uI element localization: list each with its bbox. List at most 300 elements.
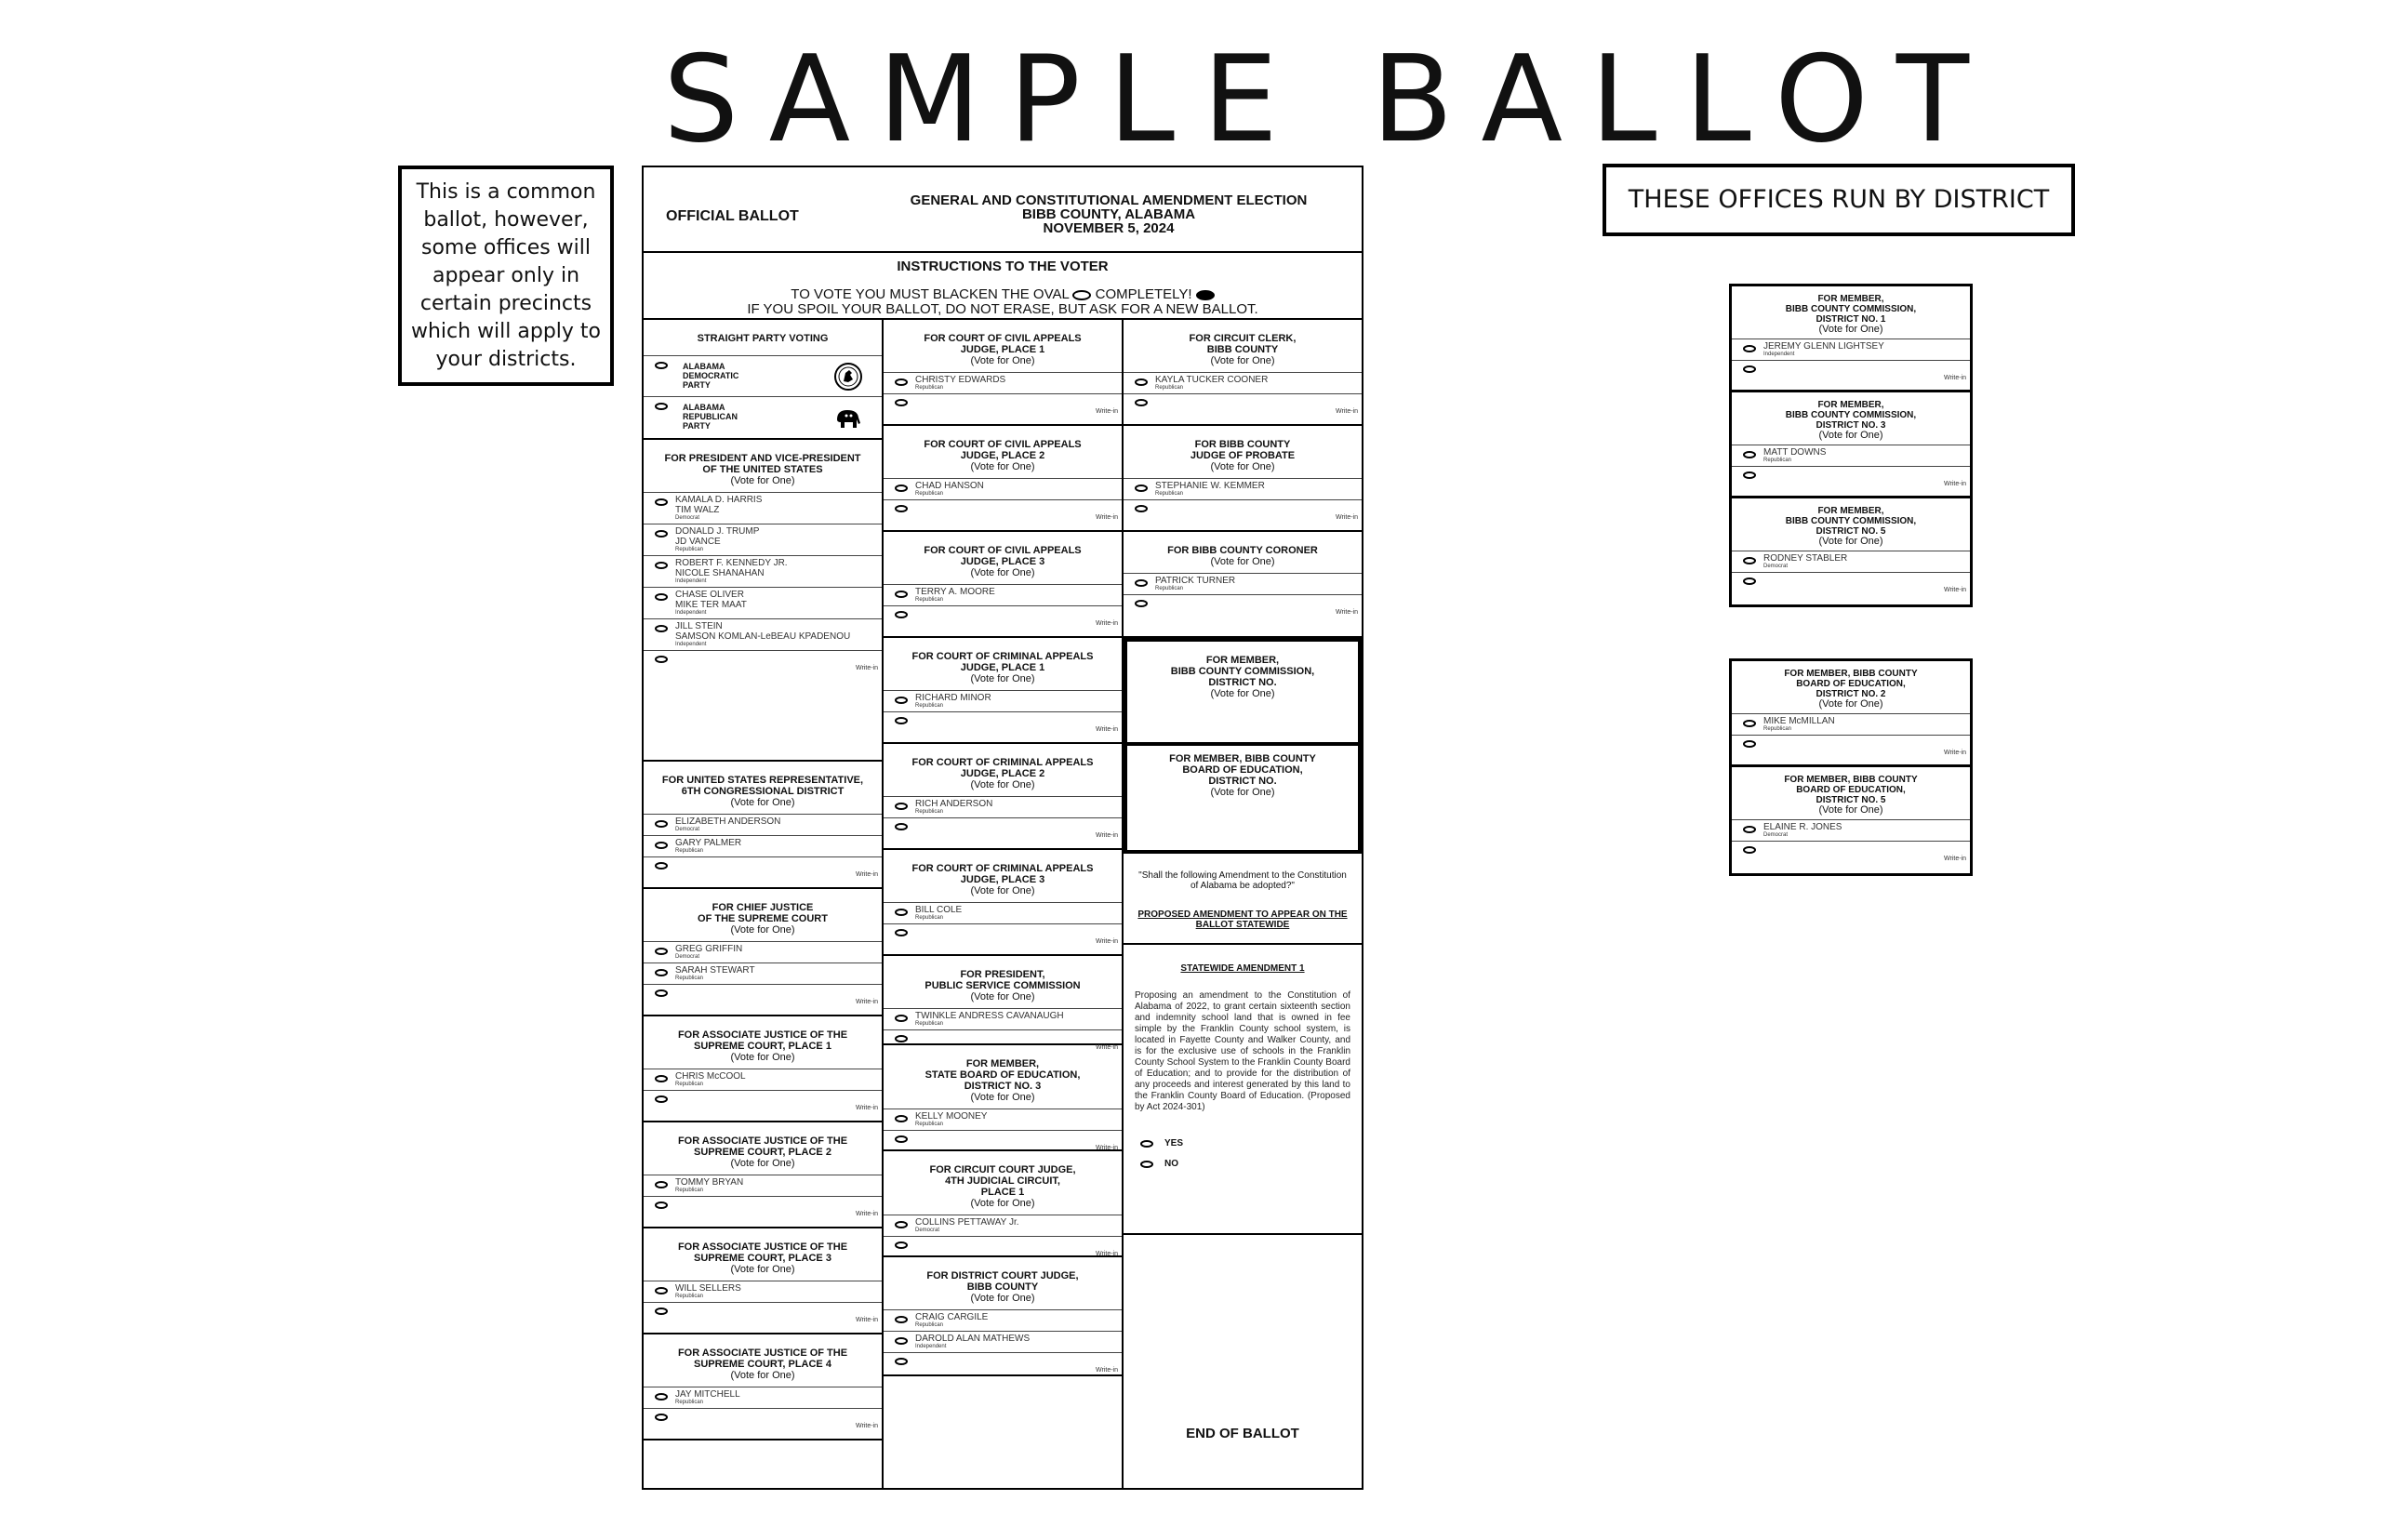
candidate-row[interactable] bbox=[644, 962, 882, 984]
candidate-party: Republican bbox=[1155, 385, 1184, 391]
write-in-row[interactable] bbox=[1732, 466, 1970, 488]
race-heading-line: FOR MEMBER, bbox=[1817, 506, 1884, 516]
party-name-line: ALABAMA bbox=[683, 403, 725, 412]
vote-oval[interactable] bbox=[895, 1015, 908, 1022]
vote-oval[interactable] bbox=[895, 929, 908, 936]
candidate-name: MIKE McMILLAN bbox=[1763, 716, 1835, 726]
page-title: SAMPLE BALLOT bbox=[662, 31, 1998, 169]
candidate-row[interactable] bbox=[1732, 551, 1970, 572]
candidate-name: MATT DOWNS bbox=[1763, 447, 1827, 458]
vote-oval[interactable] bbox=[655, 842, 668, 849]
candidate-party: Republican bbox=[1763, 458, 1792, 463]
candidate-row[interactable] bbox=[644, 835, 882, 856]
race-heading-line: FOR COURT OF CIVIL APPEALS bbox=[924, 333, 1082, 344]
party-democratic[interactable] bbox=[644, 356, 882, 397]
write-in-row[interactable] bbox=[644, 1302, 882, 1324]
candidate-name: TOMMY BRYAN bbox=[675, 1177, 744, 1188]
candidate-name: PATRICK TURNER bbox=[1155, 576, 1236, 586]
write-in-label: Write-in bbox=[1944, 587, 1966, 593]
vote-oval[interactable] bbox=[655, 593, 668, 601]
vote-oval[interactable] bbox=[895, 485, 908, 492]
write-in-label: Write-in bbox=[1096, 1044, 1118, 1051]
vote-oval[interactable] bbox=[895, 909, 908, 916]
write-in-row[interactable] bbox=[644, 650, 882, 672]
vote-oval[interactable] bbox=[655, 1181, 668, 1188]
write-in-row[interactable] bbox=[644, 1196, 882, 1218]
candidate-row[interactable] bbox=[1124, 478, 1362, 499]
vote-oval[interactable] bbox=[1135, 399, 1148, 406]
race-heading-line: FOR PRESIDENT AND VICE-PRESIDENT bbox=[664, 453, 861, 464]
amendment-yes-option[interactable] bbox=[1135, 1134, 1350, 1154]
vote-for-one-label: (Vote for One) bbox=[970, 1293, 1035, 1304]
race-heading-line: SUPREME COURT, PLACE 1 bbox=[694, 1041, 831, 1052]
vote-oval[interactable] bbox=[895, 611, 908, 618]
vote-oval[interactable] bbox=[1743, 740, 1756, 748]
race-heading-line: SUPREME COURT, PLACE 2 bbox=[694, 1147, 831, 1158]
candidate-row[interactable] bbox=[884, 796, 1122, 817]
write-in-row[interactable] bbox=[1732, 360, 1970, 382]
race-heading-line: FOR CIRCUIT COURT JUDGE, bbox=[929, 1164, 1076, 1175]
candidate-row[interactable] bbox=[1732, 445, 1970, 466]
race-heading-line: FOR PRESIDENT, bbox=[960, 969, 1045, 980]
write-in-label: Write-in bbox=[1336, 514, 1358, 521]
vote-for-one-label: (Vote for One) bbox=[970, 1092, 1035, 1103]
vote-for-one-label: (Vote for One) bbox=[730, 1264, 795, 1275]
candidate-row[interactable] bbox=[644, 492, 882, 524]
no-label: NO bbox=[1164, 1159, 1178, 1169]
race-heading-line: FOR MEMBER, bbox=[1817, 294, 1884, 304]
candidate-name: COLLINS PETTAWAY Jr. bbox=[915, 1217, 1019, 1228]
candidate-name: ELIZABETH ANDERSON bbox=[675, 816, 781, 827]
race-heading-line: FOR COURT OF CIVIL APPEALS bbox=[924, 545, 1082, 556]
race bbox=[1732, 767, 1970, 873]
vote-oval[interactable] bbox=[1743, 451, 1756, 458]
write-in-label: Write-in bbox=[856, 1105, 878, 1111]
vote-oval[interactable] bbox=[1743, 365, 1756, 373]
candidate-name: TERRY A. MOORE bbox=[915, 587, 995, 597]
vote-oval[interactable] bbox=[895, 1358, 908, 1365]
race-heading-line: FOR ASSOCIATE JUSTICE OF THE bbox=[677, 1241, 848, 1253]
vote-for-one-label: (Vote for One) bbox=[1818, 536, 1883, 547]
vote-oval[interactable] bbox=[1743, 345, 1756, 352]
race bbox=[644, 1228, 882, 1334]
race-heading bbox=[644, 762, 882, 814]
vote-oval[interactable] bbox=[895, 1035, 908, 1042]
voter-instructions bbox=[644, 253, 1362, 320]
candidate-party: Independent bbox=[915, 1344, 947, 1349]
write-in-label: Write-in bbox=[1336, 609, 1358, 616]
race-heading-line: OF THE SUPREME COURT bbox=[698, 913, 828, 924]
candidate-name: GREG GRIFFIN bbox=[675, 944, 743, 954]
write-in-label: Write-in bbox=[1944, 481, 1966, 487]
vote-oval[interactable] bbox=[655, 948, 668, 955]
race bbox=[884, 1045, 1122, 1151]
election-line-2: BIBB COUNTY, ALABAMA bbox=[1021, 206, 1196, 222]
vote-for-one-label: (Vote for One) bbox=[730, 924, 795, 936]
write-in-row[interactable] bbox=[884, 499, 1122, 522]
ballot-header bbox=[644, 167, 1362, 253]
write-in-label: Write-in bbox=[856, 1211, 878, 1217]
vote-oval[interactable] bbox=[1743, 578, 1756, 585]
race-heading-line: FOR MEMBER, bbox=[1817, 400, 1884, 410]
write-in-row[interactable] bbox=[1732, 735, 1970, 757]
vote-for-one-label: (Vote for One) bbox=[1210, 556, 1275, 567]
candidate-name: JD VANCE bbox=[675, 537, 721, 547]
candidate-name: ELAINE R. JONES bbox=[1763, 822, 1842, 832]
statewide-amendment-title: STATEWIDE AMENDMENT 1 bbox=[1180, 963, 1305, 974]
race-heading bbox=[884, 1045, 1122, 1109]
vote-oval[interactable] bbox=[895, 823, 908, 830]
race bbox=[884, 1151, 1122, 1257]
vote-oval[interactable] bbox=[895, 803, 908, 810]
race-heading bbox=[884, 320, 1122, 372]
write-in-row[interactable] bbox=[1124, 393, 1362, 416]
vote-oval[interactable] bbox=[1743, 826, 1756, 833]
vote-oval[interactable] bbox=[1743, 471, 1756, 479]
vote-oval[interactable] bbox=[1743, 557, 1756, 564]
vote-oval[interactable] bbox=[655, 562, 668, 569]
vote-oval[interactable] bbox=[895, 1135, 908, 1143]
race-heading-line: BOARD OF EDUCATION, bbox=[1182, 764, 1303, 776]
vote-oval[interactable] bbox=[1135, 485, 1148, 492]
race-heading-line: DISTRICT NO. 3 bbox=[1816, 420, 1886, 431]
vote-oval[interactable] bbox=[895, 1337, 908, 1345]
race-heading-line: FOR COURT OF CRIMINAL APPEALS bbox=[911, 863, 1094, 874]
write-in-row[interactable] bbox=[644, 1408, 882, 1430]
amendment-question: "Shall the following Amendment to the Constitution of Alabama be adopted?" bbox=[1138, 870, 1347, 891]
vote-oval[interactable] bbox=[895, 1241, 908, 1249]
candidate-name: RICHARD MINOR bbox=[915, 693, 991, 703]
vote-oval[interactable] bbox=[895, 378, 908, 386]
candidate-row[interactable] bbox=[1124, 573, 1362, 594]
write-in-label: Write-in bbox=[856, 999, 878, 1005]
vote-oval[interactable] bbox=[655, 1287, 668, 1294]
candidate-row[interactable] bbox=[1732, 339, 1970, 360]
candidate-party: Republican bbox=[675, 1400, 704, 1405]
vote-oval[interactable] bbox=[655, 1201, 668, 1209]
vote-oval[interactable] bbox=[1135, 600, 1148, 607]
candidate-name: RICH ANDERSON bbox=[915, 799, 993, 809]
vote-oval[interactable] bbox=[1135, 579, 1148, 587]
candidate-party: Democrat bbox=[675, 954, 700, 960]
vote-for-one-label: (Vote for One) bbox=[970, 991, 1035, 1002]
race-heading-line: FOR COURT OF CRIMINAL APPEALS bbox=[911, 651, 1094, 662]
race-heading-line: FOR MEMBER, bbox=[1205, 655, 1280, 666]
race-heading bbox=[1124, 426, 1362, 478]
race-heading-line: FOR ASSOCIATE JUSTICE OF THE bbox=[677, 1029, 848, 1041]
race-heading-line: FOR BIBB COUNTY CORONER bbox=[1167, 545, 1318, 556]
vote-oval[interactable] bbox=[1743, 846, 1756, 854]
candidate-row[interactable] bbox=[884, 584, 1122, 605]
write-in-label: Write-in bbox=[1944, 750, 1966, 756]
common-ballot-note: This is a common ballot, however, some offices will appear only in certain precincts which will apply to your districts. bbox=[398, 166, 614, 386]
race-heading bbox=[1732, 498, 1970, 551]
vote-oval[interactable] bbox=[655, 969, 668, 976]
ballot-column-1 bbox=[644, 320, 884, 1488]
write-in-row[interactable] bbox=[644, 1090, 882, 1112]
candidate-row[interactable] bbox=[644, 814, 882, 835]
race bbox=[1732, 286, 1970, 392]
candidate-party: Republican bbox=[675, 1294, 704, 1299]
write-in-row[interactable] bbox=[884, 605, 1122, 628]
vote-oval[interactable] bbox=[655, 1308, 668, 1315]
party-name-line: DEMOCRATIC bbox=[683, 371, 739, 380]
write-in-label: Write-in bbox=[856, 1423, 878, 1429]
write-in-label: Write-in bbox=[856, 871, 878, 878]
write-in-label: Write-in bbox=[1944, 856, 1966, 862]
straight-party-heading: STRAIGHT PARTY VOTING bbox=[644, 320, 882, 356]
vote-oval[interactable] bbox=[655, 1095, 668, 1103]
race-heading bbox=[1732, 286, 1970, 339]
write-in-row[interactable] bbox=[884, 1352, 1122, 1374]
race bbox=[644, 1334, 882, 1440]
race-heading-line: FOR CHIEF JUSTICE bbox=[712, 902, 814, 913]
vote-oval[interactable] bbox=[655, 362, 668, 369]
vote-oval[interactable] bbox=[655, 820, 668, 828]
straight-party-section bbox=[644, 320, 882, 440]
race-heading-line: BIBB COUNTY COMMISSION, bbox=[1170, 666, 1315, 677]
ballot-column-2 bbox=[884, 320, 1124, 1488]
candidate-row[interactable] bbox=[644, 524, 882, 555]
vote-oval[interactable] bbox=[655, 625, 668, 632]
candidate-party: Democrat bbox=[1763, 832, 1789, 838]
vote-oval[interactable] bbox=[895, 505, 908, 512]
race-heading bbox=[644, 1016, 882, 1069]
race-heading-line: BIBB COUNTY bbox=[966, 1281, 1039, 1293]
vote-oval[interactable] bbox=[1743, 720, 1756, 727]
candidate-name: KAMALA D. HARRIS bbox=[675, 495, 763, 505]
candidate-row[interactable] bbox=[1732, 713, 1970, 735]
race-heading bbox=[644, 1122, 882, 1175]
race-heading bbox=[884, 638, 1122, 690]
candidate-party: Independent bbox=[675, 578, 707, 584]
rooster-emblem-icon bbox=[833, 362, 863, 392]
write-in-row[interactable] bbox=[1732, 572, 1970, 594]
candidate-party: Republican bbox=[675, 976, 704, 981]
write-in-row[interactable] bbox=[884, 817, 1122, 840]
candidate-party: Republican bbox=[915, 1122, 944, 1127]
candidate-name: CHASE OLIVER bbox=[675, 590, 744, 600]
party-name-line: PARTY bbox=[683, 380, 711, 390]
race bbox=[884, 744, 1122, 850]
candidate-party: Republican bbox=[675, 1188, 704, 1193]
race-box-board-of-education bbox=[1124, 746, 1362, 854]
vote-for-one-label: (Vote for One) bbox=[730, 1052, 795, 1063]
candidate-party: Republican bbox=[1763, 726, 1792, 732]
election-line-3: NOVEMBER 5, 2024 bbox=[1043, 220, 1175, 236]
candidate-row[interactable] bbox=[1732, 819, 1970, 841]
write-in-label: Write-in bbox=[1096, 1145, 1118, 1151]
candidate-party: Democrat bbox=[675, 515, 700, 521]
candidate-row[interactable] bbox=[884, 1309, 1122, 1331]
vote-oval[interactable] bbox=[655, 1393, 668, 1401]
candidate-name: CHAD HANSON bbox=[915, 481, 984, 491]
vote-for-one-label: (Vote for One) bbox=[1210, 787, 1275, 798]
candidate-party: Republican bbox=[675, 547, 704, 552]
district-banner: THESE OFFICES RUN BY DISTRICT bbox=[1603, 164, 2075, 236]
vote-oval[interactable] bbox=[655, 862, 668, 870]
candidate-row[interactable] bbox=[884, 478, 1122, 499]
candidate-row[interactable] bbox=[884, 1331, 1122, 1352]
candidate-name: CHRIS McCOOL bbox=[675, 1071, 746, 1082]
candidate-row[interactable] bbox=[644, 1281, 882, 1302]
write-in-label: Write-in bbox=[1096, 1251, 1118, 1257]
write-in-row[interactable] bbox=[644, 856, 882, 879]
vote-oval[interactable] bbox=[895, 1115, 908, 1122]
candidate-party: Democrat bbox=[675, 827, 700, 832]
race-heading-line: JUDGE, PLACE 1 bbox=[960, 344, 1045, 355]
column-1-races bbox=[644, 440, 882, 1440]
candidate-row[interactable] bbox=[644, 1175, 882, 1196]
candidate-row[interactable] bbox=[884, 690, 1122, 711]
vote-oval[interactable] bbox=[655, 656, 668, 663]
race bbox=[1124, 532, 1362, 638]
vote-oval[interactable] bbox=[895, 591, 908, 598]
candidate-row[interactable] bbox=[884, 372, 1122, 393]
race-heading-line: DISTRICT NO. 2 bbox=[1816, 689, 1886, 699]
vote-oval[interactable] bbox=[895, 1316, 908, 1323]
write-in-row[interactable] bbox=[884, 1236, 1122, 1258]
instructions-line-1a: TO VOTE YOU MUST BLACKEN THE OVAL bbox=[791, 286, 1070, 302]
candidate-name: TIM WALZ bbox=[675, 505, 720, 515]
vote-oval[interactable] bbox=[1140, 1140, 1153, 1148]
vote-oval[interactable] bbox=[895, 697, 908, 704]
race bbox=[644, 1016, 882, 1122]
vote-for-one-label: (Vote for One) bbox=[1818, 698, 1883, 710]
vote-oval[interactable] bbox=[655, 1075, 668, 1082]
candidate-party: Independent bbox=[675, 610, 707, 616]
vote-oval[interactable] bbox=[655, 530, 668, 538]
yes-label: YES bbox=[1164, 1138, 1184, 1148]
vote-for-one-label: (Vote for One) bbox=[970, 1198, 1035, 1209]
write-in-row[interactable] bbox=[884, 711, 1122, 734]
race bbox=[884, 1257, 1122, 1376]
candidate-row[interactable] bbox=[884, 1109, 1122, 1130]
candidate-name: JEREMY GLENN LIGHTSEY bbox=[1763, 341, 1884, 352]
write-in-label: Write-in bbox=[1096, 620, 1118, 627]
candidate-row[interactable] bbox=[644, 1387, 882, 1408]
vote-for-one-label: (Vote for One) bbox=[730, 1158, 795, 1169]
write-in-label: Write-in bbox=[1096, 832, 1118, 839]
write-in-row[interactable] bbox=[1124, 594, 1362, 617]
race-heading-line: FOR COURT OF CIVIL APPEALS bbox=[924, 439, 1082, 450]
vote-for-one-label: (Vote for One) bbox=[970, 355, 1035, 366]
candidate-name: KAYLA TUCKER COONER bbox=[1155, 375, 1269, 385]
vote-for-one-label: (Vote for One) bbox=[730, 797, 795, 808]
vote-oval[interactable] bbox=[655, 498, 668, 506]
official-ballot-label: OFFICIAL BALLOT bbox=[666, 208, 799, 224]
vote-for-one-label: (Vote for One) bbox=[1818, 430, 1883, 441]
race-heading-line: 6TH CONGRESSIONAL DISTRICT bbox=[681, 786, 845, 797]
vote-oval[interactable] bbox=[1135, 378, 1148, 386]
vote-for-one-label: (Vote for One) bbox=[1210, 355, 1275, 366]
write-in-row[interactable] bbox=[884, 1130, 1122, 1152]
race bbox=[1732, 661, 1970, 767]
candidate-row[interactable] bbox=[644, 1069, 882, 1090]
race-heading-line: FOR MEMBER, bbox=[965, 1058, 1040, 1069]
race-heading bbox=[644, 1334, 882, 1387]
race-heading bbox=[884, 1257, 1122, 1309]
race bbox=[644, 1122, 882, 1228]
vote-oval[interactable] bbox=[1135, 505, 1148, 512]
candidate-name: SARAH STEWART bbox=[675, 965, 755, 976]
ballot-columns bbox=[644, 320, 1362, 1488]
candidate-row[interactable] bbox=[644, 587, 882, 618]
vote-oval[interactable] bbox=[895, 717, 908, 724]
candidate-name: DONALD J. TRUMP bbox=[675, 526, 760, 537]
candidate-name: SAMSON KOMLAN-LeBEAU KPADENOU bbox=[675, 631, 851, 642]
end-of-ballot: END OF BALLOT bbox=[1186, 1426, 1299, 1441]
race bbox=[644, 889, 882, 1016]
race-heading-line: FOR ASSOCIATE JUSTICE OF THE bbox=[677, 1135, 848, 1147]
candidate-party: Republican bbox=[915, 703, 944, 709]
candidate-row[interactable] bbox=[644, 618, 882, 650]
race-heading-line: PLACE 1 bbox=[980, 1187, 1025, 1198]
race bbox=[644, 440, 882, 762]
vote-oval[interactable] bbox=[655, 403, 668, 410]
vote-for-one-label: (Vote for One) bbox=[1818, 324, 1883, 335]
vote-oval[interactable] bbox=[1140, 1161, 1153, 1168]
vote-oval[interactable] bbox=[655, 989, 668, 997]
write-in-row[interactable] bbox=[884, 923, 1122, 946]
race-heading-line: FOR DISTRICT COURT JUDGE, bbox=[926, 1270, 1079, 1281]
race bbox=[884, 956, 1122, 1051]
race-heading-line: DISTRICT NO. 1 bbox=[1816, 314, 1886, 325]
candidate-row[interactable] bbox=[884, 1008, 1122, 1029]
write-in-row[interactable] bbox=[644, 984, 882, 1006]
race-heading-line: FOR MEMBER, BIBB COUNTY bbox=[1169, 753, 1316, 764]
write-in-label: Write-in bbox=[1336, 408, 1358, 415]
race-heading bbox=[1127, 746, 1358, 803]
candidate-party: Independent bbox=[675, 642, 707, 647]
write-in-row[interactable] bbox=[1732, 841, 1970, 863]
candidate-party: Republican bbox=[915, 597, 944, 603]
amendment-no-option[interactable] bbox=[1135, 1154, 1350, 1175]
write-in-row[interactable] bbox=[884, 393, 1122, 416]
party-republican[interactable] bbox=[644, 397, 882, 438]
write-in-label: Write-in bbox=[1096, 938, 1118, 945]
vote-for-one-label: (Vote for One) bbox=[730, 475, 795, 486]
race-heading bbox=[1732, 392, 1970, 445]
instructions-line-1 bbox=[644, 287, 1362, 302]
candidate-row[interactable] bbox=[644, 941, 882, 962]
race bbox=[1732, 498, 1970, 604]
race bbox=[1124, 426, 1362, 532]
candidate-row[interactable] bbox=[644, 555, 882, 587]
candidate-name: CHRISTY EDWARDS bbox=[915, 375, 1006, 385]
candidate-name: BILL COLE bbox=[915, 905, 963, 915]
vote-oval[interactable] bbox=[895, 399, 908, 406]
write-in-row[interactable] bbox=[1124, 499, 1362, 522]
candidate-row[interactable] bbox=[1124, 372, 1362, 393]
vote-oval[interactable] bbox=[895, 1221, 908, 1228]
ballot-column-3 bbox=[1124, 320, 1362, 1488]
candidate-row[interactable] bbox=[884, 902, 1122, 923]
race-heading-line: FOR ASSOCIATE JUSTICE OF THE bbox=[677, 1348, 848, 1359]
race bbox=[884, 850, 1122, 956]
amendment-text: Proposing an amendment to the Constitution of Alabama of 2022, to grant certain sixteenth section and indemnity school land that is owned in fee simple by the Franklin County school system, is located in Fayette County and Walker County, and is for the exclusive use of schools in the Franklin County School System to the Franklin County Board of Education; and to provide for the distribution of any proceeds and interest generated by this land to the Franklin County Board of Education. (Proposed by Act 2024-301) bbox=[1135, 990, 1350, 1112]
divider bbox=[1124, 943, 1362, 945]
race-heading-line: STATE BOARD OF EDUCATION, bbox=[924, 1069, 1081, 1081]
instructions-heading: INSTRUCTIONS TO THE VOTER bbox=[897, 259, 1109, 274]
race-heading bbox=[884, 956, 1122, 1008]
vote-oval[interactable] bbox=[655, 1414, 668, 1421]
candidate-party: Republican bbox=[1155, 586, 1184, 591]
candidate-row[interactable] bbox=[884, 1215, 1122, 1236]
instructions-line-2: IF YOU SPOIL YOUR BALLOT, DO NOT ERASE, BUT ASK FOR A NEW BALLOT. bbox=[747, 301, 1258, 317]
candidate-name: CRAIG CARGILE bbox=[915, 1312, 989, 1322]
race-heading-line: FOR MEMBER, BIBB COUNTY bbox=[1784, 775, 1918, 785]
